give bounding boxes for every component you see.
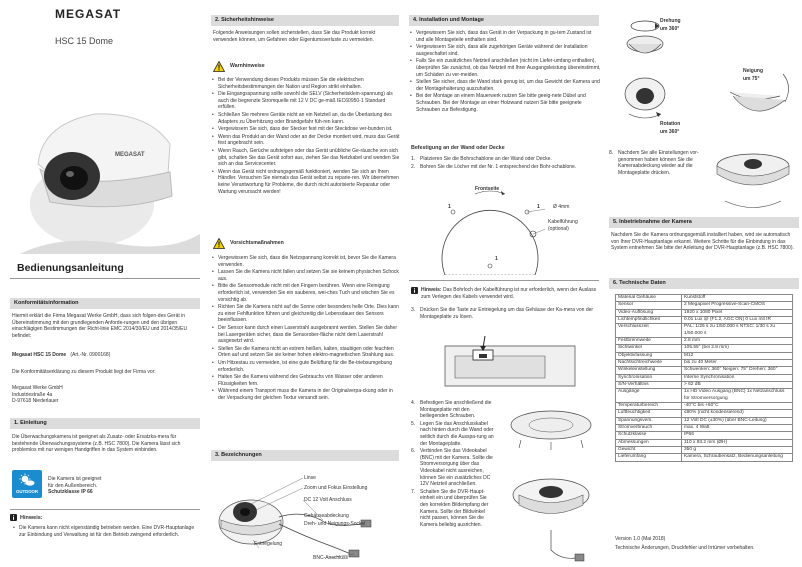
column-1 xyxy=(0,0,205,567)
spec-value: max. 4 Watt xyxy=(682,424,793,431)
label-bnc: BNC-Anschluss xyxy=(313,555,349,561)
spec-row xyxy=(616,302,793,309)
spec-row xyxy=(616,389,793,403)
spec-row xyxy=(616,359,793,366)
list-item: • Halten Sie die Kamera während des Gebrauchs von Wasser oder anderen Flüssigkeiten fern. xyxy=(211,374,401,387)
safety-intro: Folgende Anweisungen sollen sicherstellen, dass Sie das Produkt korrekt verwenden können, um Gefahren oder Eigentumsverluste zu vermeiden. xyxy=(213,30,376,43)
label-zoom-focus: Zoom und Fokus Einstellung xyxy=(304,485,368,491)
list-item: • Der Sensor kann durch einen Laserstrahl ausgebrannt werden. Stellen Sie daher bei Lasergeräten sicher, dass die Sensorober-fläche nicht dem Laserstrahl ausgesetzt wird. xyxy=(211,325,401,345)
spec-key: Temperaturbereich xyxy=(616,402,682,409)
column-4 xyxy=(605,0,802,567)
spec-key: Sichtwinkel xyxy=(616,345,682,352)
spec-value: Interne Synchronisation xyxy=(682,374,793,381)
spec-key: Schutzklasse xyxy=(616,432,682,439)
camera-logo-text: MEGASAT xyxy=(115,152,145,158)
safety-heading: 2. Sicherheitshinweise xyxy=(211,15,399,26)
template-mark: 1 xyxy=(448,204,451,210)
spec-key: Synchronisation xyxy=(616,374,682,381)
spec-key: Ausgänge xyxy=(616,389,682,403)
spec-row xyxy=(616,381,793,388)
spec-row xyxy=(616,410,793,417)
spec-row xyxy=(616,324,793,338)
rot-deg: um 360° xyxy=(660,129,680,135)
warning-icon xyxy=(213,238,225,249)
address-line: D-97618 Niederlauer xyxy=(12,398,59,405)
spec-key: Festbrennweite xyxy=(616,337,682,344)
spec-row xyxy=(616,454,793,461)
spec-value: 350 g xyxy=(682,446,793,453)
step-item: 7. Schalten Sie die DVR-Haupt-einheit ein und überprüfen Sie den korrekten Bildempfang der Kamera. Sollte der Bildwinkel nicht passen, können Sie die Kamera beliebig ausrichten. xyxy=(411,488,489,528)
warn-heading-row xyxy=(213,61,265,72)
tilt-deg: um 75° xyxy=(743,76,760,82)
manual-title: Bedienungsanleitung xyxy=(17,262,124,274)
specs-table xyxy=(615,294,793,462)
spec-value: 2.8 mm xyxy=(682,337,793,344)
cover-reattach-illustration xyxy=(705,146,800,216)
spec-value: Kamera, Schraubensatz, Bedienungsanleitung xyxy=(682,454,793,461)
note2-heading: Hinweis: xyxy=(421,287,442,293)
conformity-text: Hiermit erklärt die Firma Megasat Werke GmbH, dass sich folgen-des Gerät in Übereinstimmung mit den grundlegenden Anforde-rungen und den übrigen einschlägigen Bestimmungen der Richt-linie EMC 2014/30/EU und 2014/35/EU befindet: xyxy=(12,313,188,339)
outdoor-badge xyxy=(12,470,42,498)
outdoor-line1: Die Kamera ist geeignet xyxy=(48,476,102,482)
spec-value: ≤90% (nicht kondensierend) xyxy=(682,410,793,417)
label-dc12v: DC 12 Volt Anschluss xyxy=(304,497,352,503)
list-item: • Bitte die Sensormodule nicht mit den Fingern berühren. Wenn eine Reinigung erforderlich ist, verwenden Sie ein sauberes, wei-ches Tuch und wischen Sie es vorsichtig ab. xyxy=(211,283,401,303)
template-cable-label: Kabelführung xyxy=(548,219,578,225)
address-line: Megasat Werke GmbH xyxy=(12,385,63,391)
list-item: • Stellen Sie die Kamera nicht an extrem heißen, kalten, staubigen oder feuchten Orten auf und setzen Sie sie keiner hohen elektro-magnetischen Strahlung aus. xyxy=(211,346,401,359)
spec-row xyxy=(616,374,793,381)
list-item: • Vergewissern Sie sich, dass alle zugehörigen Geräte während der Installation ausgeschaltet sind. xyxy=(409,44,601,57)
column-2 xyxy=(207,0,403,567)
title-divider xyxy=(10,278,200,279)
spec-key: Lieferumfang xyxy=(616,454,682,461)
spec-row xyxy=(616,352,793,359)
manufacturer-address xyxy=(12,385,198,405)
spec-key: Video-Auflösung xyxy=(616,309,682,316)
label-release: Entriegelung xyxy=(254,541,283,547)
conformity-article: (Art.-Nr. 0900168) xyxy=(70,352,111,358)
address-line: Industriestraße 4a xyxy=(12,391,53,398)
spec-value: 12 Volt DC (±30%) (über BNC-Leitung) xyxy=(682,417,793,424)
intro-heading: 1. Einleitung xyxy=(10,418,200,429)
spec-key: Material Gehäuse xyxy=(616,295,682,302)
version-text: Version 1.0 (Mai 2018) xyxy=(615,536,666,542)
precaution-heading: Vorsichtsmaßnahmen xyxy=(230,240,284,247)
spec-value: PAL: 1/25 s zu 1/50.000 s NTSC: 1/30 s zu 1/50.000 s xyxy=(682,324,793,338)
specs-heading: 6. Technische Daten xyxy=(609,278,799,289)
conformity-heading: Konformitätsinformation xyxy=(10,298,200,309)
spec-key: Gewicht xyxy=(616,446,682,453)
note2-divider xyxy=(409,280,599,281)
template-front-label: Frontseite xyxy=(475,186,500,192)
spec-row xyxy=(616,295,793,302)
info-icon xyxy=(411,287,418,294)
product-model: HSC 15 Dome xyxy=(55,36,114,46)
step-item: 2. Bohren Sie die Löcher mit der Nr. 1 entsprechend der Bohr-schablone. xyxy=(411,163,577,170)
spec-value: 105.55° (bei 2.8 mm) xyxy=(682,345,793,352)
mount-steps xyxy=(411,156,601,171)
spec-value: 1x HD Video Ausgang (BNC) 1x Netzanschluss für Stromversorgung xyxy=(682,389,793,403)
spec-key: Abmessungen xyxy=(616,439,682,446)
spec-row xyxy=(616,309,793,316)
drill-template-diagram xyxy=(435,180,545,275)
spec-key: Luftfeuchtigkeit xyxy=(616,410,682,417)
step-item: 5. Legen Sie das Anschlusskabel nach hinten durch die Wand oder seitlich durch die Ausspa-rung an der Montageplatte. xyxy=(411,420,494,447)
template-cable-opt-label: (optional) xyxy=(548,226,569,232)
spec-value: Schwenken: 360° Neigen: 75° Drehen: 360° xyxy=(682,367,793,374)
note1-heading: Hinweis: xyxy=(20,515,43,521)
spec-row xyxy=(616,417,793,424)
sun-cloud-icon xyxy=(19,473,35,487)
spec-key: Verschlusszeit xyxy=(616,324,682,338)
spec-value: IP66 xyxy=(682,432,793,439)
disclaimer-text: Technische Änderungen, Druckfehler und Irrtümer vorbehalten. xyxy=(615,545,755,551)
list-item: • Stellen Sie sicher, dass die Wand stark genug ist, um das Gewicht der Kamera und der Montagehalterung auszuhalten. xyxy=(409,79,601,92)
intro-divider xyxy=(10,509,200,510)
note1-list xyxy=(12,525,200,539)
commissioning-heading: 5. Inbetriebnahme der Kamera xyxy=(609,217,799,228)
list-item: • Die Kamera kann nicht eigenständig betrieben werden. Eine DVR-Hauptanlage zur Einbindung und Verwaltung ist für den Betrieb zwingend erforderlich. xyxy=(12,525,200,538)
later-steps xyxy=(411,400,495,529)
rot-label: Rotation xyxy=(660,121,681,127)
spec-row xyxy=(616,439,793,446)
intro-text: Die Überwachungskamera ist geeignet als Zusatz- oder Ersatzka-mera für bestehende Überwachungssysteme (z.B. HSC 7800). Die Kamera lässt sich problemlos mit nur wenigen Handgriffen in das System einbinden. xyxy=(12,434,181,454)
spec-key: Spannungsvers. xyxy=(616,417,682,424)
list-item: • Falls Sie ein zusätzliches Netzteil anschließen (nicht im Liefer-umfang enthalten), überprüfen Sie zunächst, ob das Netzteil mit Ihrer Ausgangsleistung übereinstimmt, um Schäden zu ver-meiden. xyxy=(409,58,601,78)
warn-list xyxy=(211,77,401,196)
spec-row xyxy=(616,402,793,409)
install-heading: 4. Installation und Montage xyxy=(409,15,599,26)
list-item: • Wenn das Gerät nicht ordnungsgemäß funktioniert, wenden Sie sich an Ihren Händler. Versuchen Sie niemals das Gerät selbst zu reparie-ren. Wir übernehmen keine Verantwortung für Probleme, die durch nicht autorisierte Reparatur oder Wartung verursacht werden! xyxy=(211,169,401,195)
labels-heading: 3. Bezeichnungen xyxy=(211,450,399,461)
precaution-heading-row xyxy=(213,238,284,249)
step-item: 4. Befestigen Sie anschließend die Montageplatte mit den beiliegenden Schrauben. xyxy=(411,400,492,420)
list-item: • Vergewissern Sie sich, dass der Stecker fest mit der Steckdose ver-bunden ist. xyxy=(211,126,401,133)
conformity-request: Die Konformitätserklärung zu diesem Produkt liegt der Firma vor: xyxy=(12,369,156,375)
step-item: 1. Platzieren Sie die Bohrschablone an der Wand oder Decke. xyxy=(411,156,552,162)
info-icon xyxy=(10,514,17,521)
spec-value: 110 x 93.2 mm (ØH) xyxy=(682,439,793,446)
warning-icon xyxy=(213,61,225,72)
note2-text: Das Bohrloch der Kabelführung ist nur erforderlich, wenn der Auslass zum Verlegen des Kabels verwendet wird. xyxy=(421,287,597,300)
commissioning-text: Nachdem Sie die Kamera ordnungsgemäß installiert haben, wird sie automatisch von Ihrer DVR-Hauptanlage erkannt. Weitere Schritte für die Einbindung in das System entnehmen Sie bitte der Anleitung der DVR-Hauptanlage (z.B. HSC 7800). xyxy=(611,232,794,252)
list-item: • Wenn das Produkt an der Wand oder an der Decke montiert wird, muss das Gerät fest angebracht sein. xyxy=(211,134,401,147)
mounting-plate-illustration xyxy=(501,400,601,565)
template-mark: 1 xyxy=(495,256,498,262)
turn-label: Drehung xyxy=(660,18,681,24)
spec-row xyxy=(616,345,793,352)
spec-key: Sensor xyxy=(616,302,682,309)
list-item: • Bei der Verwendung dieses Produkts müssen Sie die elektrischen Sicherheitsbestimmungen der Nation und Region strikt einhalten. xyxy=(211,77,401,90)
spec-row xyxy=(616,337,793,344)
column-3 xyxy=(405,0,603,567)
step3 xyxy=(411,307,601,321)
spec-key: S/N-Verhältnis xyxy=(616,381,682,388)
spec-key: Stromverbrauch xyxy=(616,424,682,431)
spec-value: bis zu 40 Meter xyxy=(682,359,793,366)
turn-deg: um 360° xyxy=(660,26,680,32)
label-housing-cover: Gehäuseabdeckung xyxy=(304,513,349,519)
spec-row xyxy=(616,316,793,323)
outdoor-label: OUTDOOR xyxy=(16,489,38,494)
spec-value: 0.01 Lux @ (F1.2, AGC ON) 0 Lux mit IR xyxy=(682,316,793,323)
spec-value: M12 xyxy=(682,352,793,359)
list-item: • Richten Sie die Kamera nicht auf die Sonne oder besonders helle Orte. Dies kann zu einer Fehlfunktion führen und gleichzeitig die Lebensdauer des Sensors beeinflussen. xyxy=(211,304,401,324)
step-item: 6. Verbinden Sie das Videokabel (BNC) mit der Kamera. Sollte die Stromversorgung über das Videokabel nicht ausreichen, können Sie ein zusätzliches DC 12V Netzteil anschließen. xyxy=(411,448,493,488)
conformity-product-line xyxy=(12,352,198,359)
mount-heading: Befestigung an der Wand oder Decke xyxy=(411,145,505,151)
outdoor-ip: Schutzklasse IP 66 xyxy=(48,489,93,496)
spec-key: Winkeleinstellung xyxy=(616,367,682,374)
rotation-diagram xyxy=(615,4,800,144)
precaution-list xyxy=(211,255,401,402)
step-item: 3. Drücken Sie die Taste zur Entriegelung um das Gehäuse der Ka-mera von der Montageplatte zu lösen. xyxy=(411,307,594,320)
spec-value: > 62 dB xyxy=(682,381,793,388)
spec-value: 1920 x 1080 Pixel xyxy=(682,309,793,316)
list-item: • Vergewissern Sie sich, dass die Netzspannung korrekt ist, bevor Sie die Kamera verwenden. xyxy=(211,255,401,268)
spec-value: 2 Megapixel Progressive-Scan-CMOS xyxy=(682,302,793,309)
list-item: • Um Hitzestau zu vermeiden, ist eine gute Belüftung für die Be-triebsumgebung erforderlich. xyxy=(211,360,401,373)
spec-row xyxy=(616,432,793,439)
list-item: • Vergewissern Sie sich, dass das Gerät in der Verpackung in gu-tem Zustand ist und alle Montageteile enthalten sind. xyxy=(409,30,601,43)
outdoor-text xyxy=(48,476,158,496)
spec-row xyxy=(616,367,793,374)
spec-row xyxy=(616,424,793,431)
list-item: • Bei der Montage an einem Mauerwerk nutzen Sie bitte geeig-nete Dübel und Schrauben. Bei der Montage an einer Holzwand nutzen Sie bitte geeignete Schrauben zur Befestigung. xyxy=(409,93,601,113)
step-item: 8. Nachdem Sie alle Einstellungen vor-genommen haben können Sie die Kameraabdeckung wieder auf die Montageplatte drücken. xyxy=(609,150,699,176)
list-item: • Während einem Transport muss die Kamera in der Originalverpa-ckung oder in der Verpackung der gleichen Textur versandt sein. xyxy=(211,388,401,401)
conformity-product: Megasat HSC 15 Dome xyxy=(12,352,67,358)
warn-heading: Warnhinweise xyxy=(230,63,265,70)
list-item: • Die Eingangsspannung sollte sowohl die SELV (Sicherheitsklein-spannung) als auch die begrenzte Stromquelle mit 12 V DC ge-mäß IEC60950-1 Standard erfüllen. xyxy=(211,91,401,111)
megasat-logo: MEGASAT xyxy=(55,7,122,21)
spec-key: Objektivfassung xyxy=(616,352,682,359)
outdoor-line2: für den Außenbereich. xyxy=(48,482,98,489)
label-swivel-base: Dreh- und Neigungs-Sockel xyxy=(304,521,366,527)
tilt-label: Neigung xyxy=(743,68,763,74)
release-button-illustration xyxy=(435,326,585,398)
dome-camera-image xyxy=(20,84,200,254)
template-hole-label: Ø 4mm xyxy=(553,204,570,210)
note2 xyxy=(421,287,601,300)
step8 xyxy=(609,150,701,177)
spec-key: Nachtsichtreichweite xyxy=(616,359,682,366)
list-item: • Schließen Sie mehrere Geräte nicht an ein Netzteil an, da die Überlastung des Adapters zu Überhitzung oder Brandgefahr füh-ren kann. xyxy=(211,112,401,125)
spec-value: -40°C bis +60°C xyxy=(682,402,793,409)
spec-value: Kunststoff xyxy=(682,295,793,302)
list-item: • Lassen Sie die Kamera nicht fallen und setzen Sie sie keinem physischen Schock aus. xyxy=(211,269,401,282)
spec-key: Lichtempfindlichkeit xyxy=(616,316,682,323)
template-mark: 1 xyxy=(537,204,540,210)
install-list xyxy=(409,30,601,114)
label-lens: Linse xyxy=(304,475,316,481)
spec-row xyxy=(616,446,793,453)
list-item: • Wenn Rauch, Gerüche aufsteigen oder das Gerät unübliche Ge-räusche von sich gibt, schalten Sie das Gerät sofort aus, ziehen Sie das Netzkabel und wenden Sie sich an das Servicecenter. xyxy=(211,148,401,168)
